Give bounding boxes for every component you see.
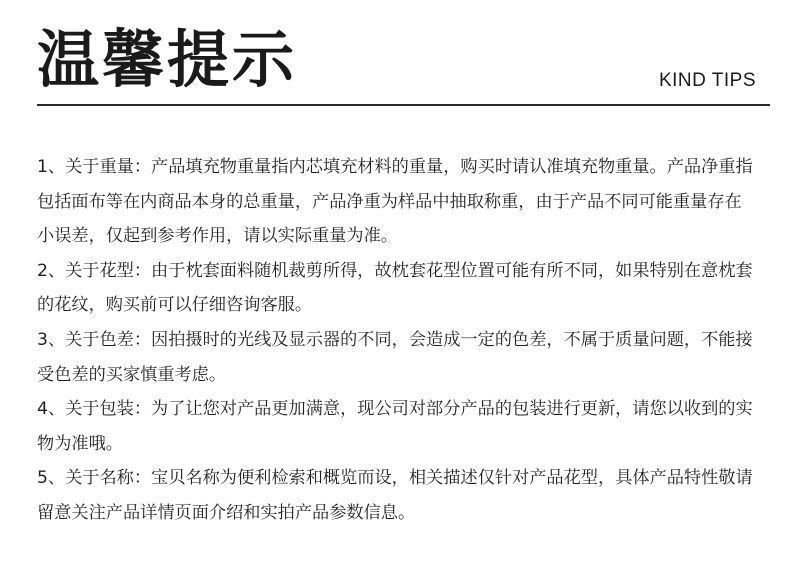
tip-color-difference: 3、关于色差：因拍摄时的光线及显示器的不同，会造成一定的色差，不属于质量问题，不能接受色差的买家慎重考虑。	[37, 329, 753, 385]
tip-pattern: 2、关于花型：由于枕套面料随机裁剪所得，故枕套花型位置可能有所不同，如果特别在意枕套的花纹，购买前可以仔细咨询客服。	[37, 260, 753, 316]
page-title: 温馨提示	[37, 23, 298, 96]
tip-weight: 1、关于重量：产品填充物重量指内芯填充材料的重量，购买时请认准填充物重量。产品净重指包括面布等在内商品本身的总重量，产品净重为样品中抽取称重，由于产品不同可能重量存在小误差，仅起到参考作用，请以实际重量为准。	[37, 157, 753, 247]
header-divider	[37, 104, 770, 106]
tip-product-name: 5、关于名称：宝贝名称为便利检索和概览而设，相关描述仅针对产品花型，具体产品特性敬请留意关注产品详情页面介绍和实拍产品参数信息。	[37, 468, 753, 523]
page-subtitle: KIND TIPS	[658, 70, 756, 91]
tips-list	[37, 150, 755, 531]
tip-packaging: 4、关于包装：为了让您对产品更加满意，现公司对部分产品的包装进行更新，请您以收到的实物为准哦。	[37, 399, 753, 454]
